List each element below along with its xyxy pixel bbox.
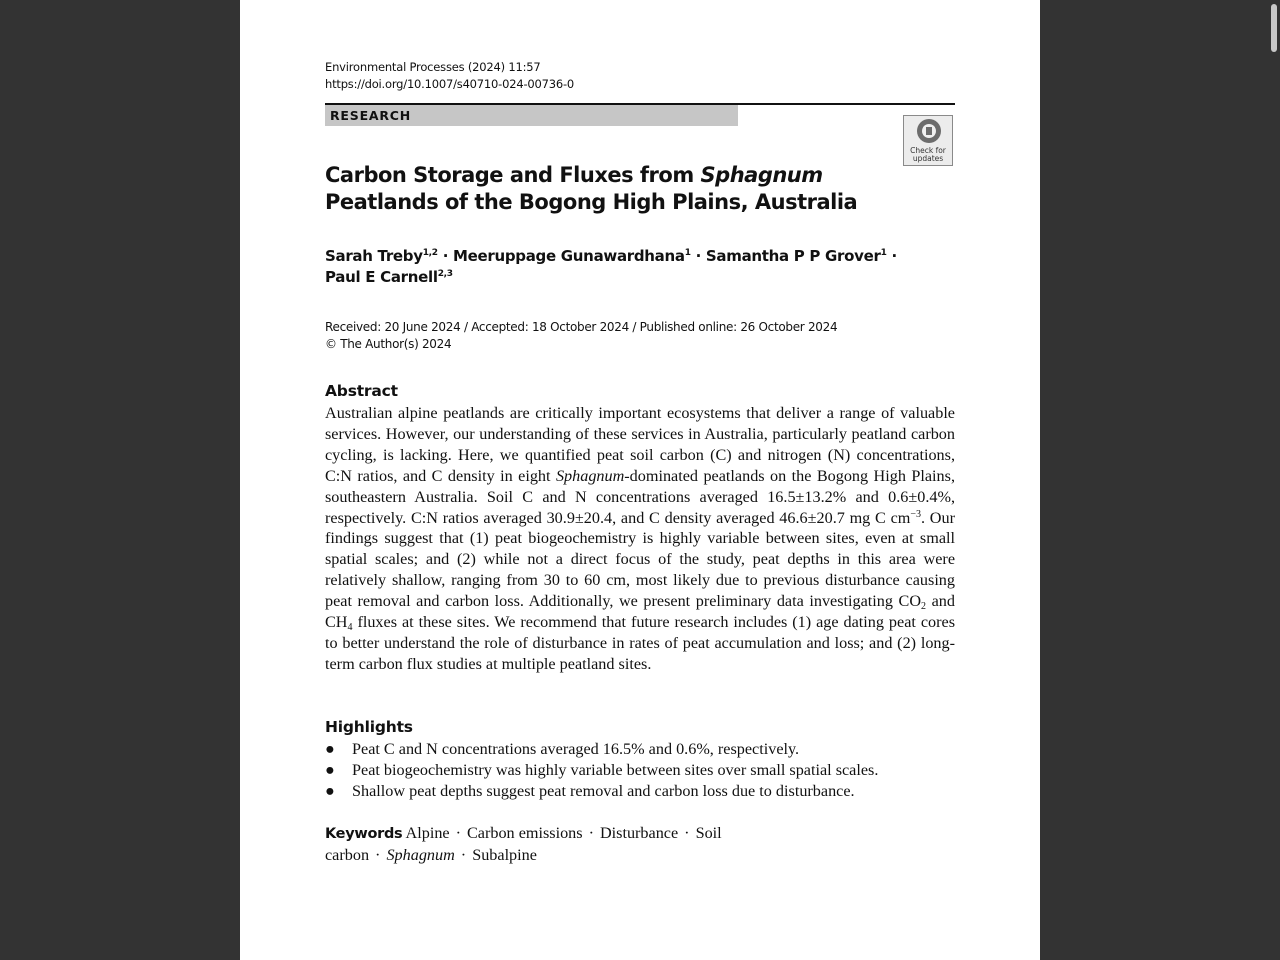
list-item: ● Peat C and N concentrations averaged 16.5% and 0.6%, respectively. bbox=[325, 740, 800, 758]
date-history: Received: 20 June 2024 / Accepted: 18 October 2024 / Published online: 26 October 2024 bbox=[325, 320, 838, 334]
abstract-text: Australian alpine peatlands are critically important ecosystems that deliver a range of valuable services. However, our understanding of these services in Australia, particularly peatland carbon cycling, is lacking. Here, we quantified peat soil carbon (C) and nitrogen (N) concentrations, C:N ratios, and C density in eight Sphagnum-dominated peatlands on the Bogong High Plains, southeastern Australia. Soil C and N concentrations averaged 16.5±13.2% and 0.6±0.4%, respectively. C:N ratios averaged 30.9±20.4, and C density averaged 46.6±20.7 mg C $cm^{-3}$. Our findings suggest that (1) peat biogeochemistry is highly variable between sites, even at small spatial scales; and (2) while not a direct focus of the study, peat depths in this area were relatively shallow, ranging from 30 to 60 cm, most likely due to previous disturbance causing peat removal and carbon loss. Additionally, we present preliminary data investigating $CO_2$ and $CH_4$ fluxes at these sites. We recommend that future research includes (1) age dating peat cores to better understand the role of disturbance in rates of peat accumulation and loss; and (2) long-term carbon flux studies at multiple peatland sites. bbox=[325, 404, 955, 673]
author-name: Paul E Carnell bbox=[325, 268, 438, 286]
publication-history bbox=[325, 319, 837, 353]
author-affiliation: 2,3 bbox=[437, 269, 453, 279]
author-name: Meeruppage Gunawardhana bbox=[453, 247, 685, 265]
author-affiliation: 1 bbox=[880, 248, 887, 258]
highlights-list bbox=[325, 739, 955, 801]
copyright-notice: © The Author(s) 2024 bbox=[325, 337, 452, 351]
author-list: Sarah Treby$^{1,2}$ · Meeruppage Gunawardhana$^1$ · Samantha P P Grover$^1$ · Paul E Carnell$^{2,3}$ bbox=[325, 247, 897, 286]
paper-title: Carbon Storage and Fluxes from Sphagnum Peatlands of the Bogong High Plains, Australia bbox=[325, 163, 858, 214]
list-item: ● Shallow peat depths suggest peat removal and carbon loss due to disturbance. bbox=[325, 781, 855, 800]
keyword: Sphagnum bbox=[386, 846, 455, 864]
article-type-label: RESEARCH bbox=[330, 108, 412, 123]
check-for-updates-button[interactable] bbox=[903, 115, 953, 166]
keyword: Carbon emissions bbox=[467, 824, 583, 842]
list-item: ● Peat biogeochemistry was highly variable between sites over small spatial scales. bbox=[325, 760, 879, 779]
author-affiliation: 1,2 bbox=[422, 248, 438, 258]
doi-link[interactable]: https://doi.org/10.1007/s40710-024-00736-0 bbox=[325, 77, 575, 91]
highlights-heading: Highlights bbox=[325, 718, 413, 736]
author-name: Samantha P P Grover bbox=[705, 247, 881, 265]
author-name: Sarah Treby bbox=[325, 247, 423, 265]
pdf-page bbox=[240, 0, 1040, 960]
check-for-updates-label: Check for updates bbox=[910, 146, 946, 163]
journal-citation: Environmental Processes (2024) 11:57 bbox=[325, 60, 541, 74]
keyword: Subalpine bbox=[472, 846, 537, 864]
keyword: Alpine bbox=[405, 824, 450, 842]
abstract-heading: Abstract bbox=[325, 382, 398, 400]
article-type-bar bbox=[325, 105, 738, 126]
author-affiliation: 1 bbox=[684, 248, 691, 258]
scrollbar[interactable] bbox=[1268, 0, 1280, 960]
keywords: Keywords Alpine · Carbon emissions · Disturbance · Soil carbon · Sphagnum · Subalpine bbox=[325, 824, 722, 864]
bookmark-icon bbox=[917, 119, 941, 143]
keywords-label: Keywords bbox=[325, 826, 403, 842]
bullet-icon: ● bbox=[325, 740, 335, 758]
keyword: Soil carbon bbox=[325, 824, 722, 864]
bullet-icon: ● bbox=[325, 760, 335, 779]
keyword: Disturbance bbox=[599, 824, 679, 842]
bullet-icon: ● bbox=[325, 781, 335, 800]
scrollbar-thumb[interactable] bbox=[1271, 4, 1277, 52]
